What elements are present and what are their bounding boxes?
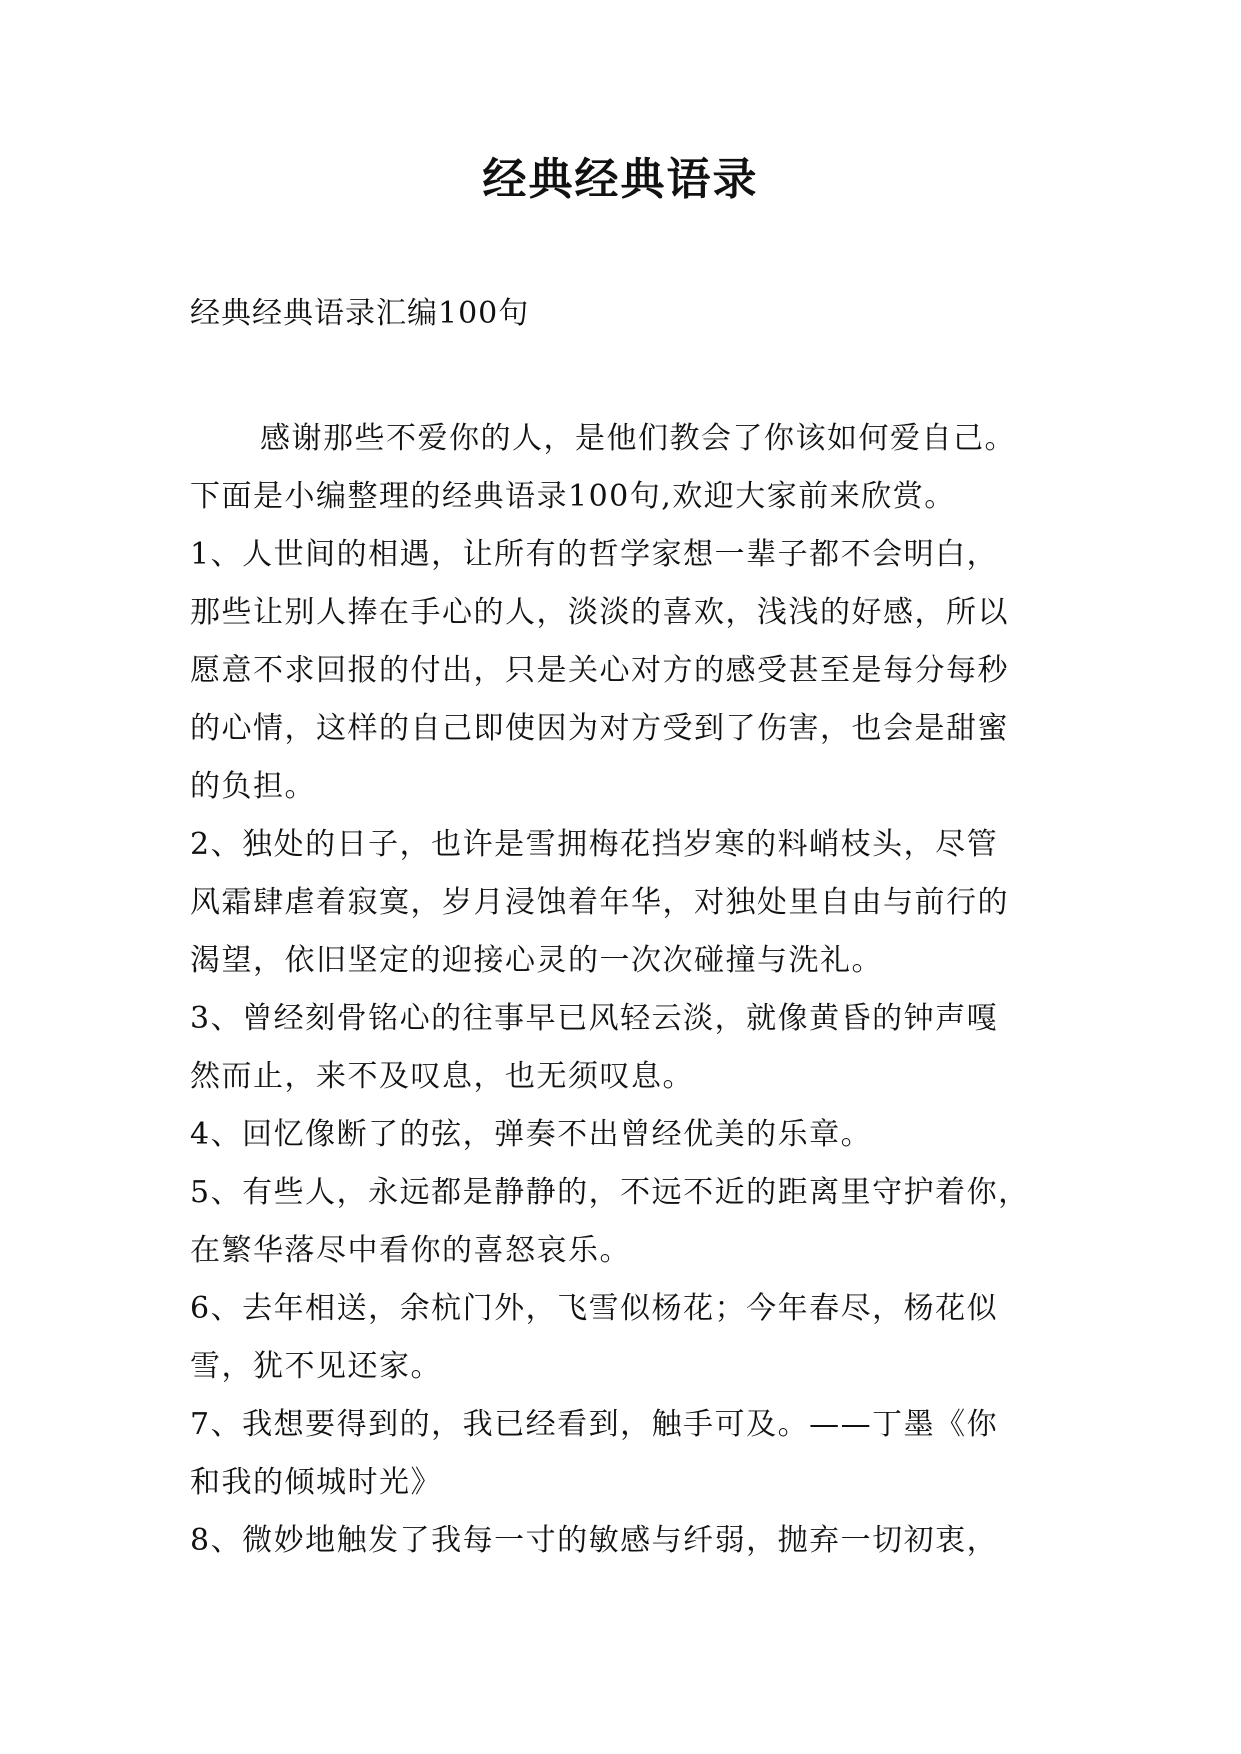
document-subtitle: 经典经典语录汇编100句 [190,296,530,331]
paragraph-line: 愿意不求回报的付出，只是关心对方的感受甚至是每分每秒 [190,653,1009,688]
paragraph-line: 的负担。 [190,769,316,804]
paragraph-line: 5、有些人，永远都是静静的，不远不近的距离里守护着你， [190,1175,1030,1210]
paragraph-line: 3、曾经刻骨铭心的往事早已风轻云淡，就像黄昏的钟声嘎 [190,1001,999,1036]
paragraph-line: 6、去年相送，余杭门外，飞雪似杨花；今年春尽，杨花似 [190,1291,999,1326]
paragraph-line: 在繁华落尽中看你的喜怒哀乐。 [190,1233,631,1268]
paragraph-line: 的心情，这样的自己即使因为对方受到了伤害，也会是甜蜜 [190,711,1009,746]
document-body [190,410,1070,1570]
document-title: 经典经典语录 [482,154,759,205]
paragraph-line: 感谢那些不爱你的人，是他们教会了你该如何爱自己。 [260,421,1016,456]
paragraph-line: 8、微妙地触发了我每一寸的敏感与纤弱，抛弃一切初衷， [190,1523,999,1558]
paragraph-line: 那些让别人捧在手心的人，淡淡的喜欢，浅浅的好感，所以 [190,595,1009,630]
paragraph-line: 下面是小编整理的经典语录100句,欢迎大家前来欣赏。 [190,479,956,514]
paragraph-line: 雪，犹不见还家。 [190,1349,442,1384]
paragraph-line: 1、人世间的相遇，让所有的哲学家想一辈子都不会明白， [190,537,999,572]
paragraph-line: 7、我想要得到的，我已经看到，触手可及。——丁墨《你 [190,1407,999,1442]
paragraph-line: 和我的倾城时光》 [190,1465,442,1500]
paragraph-line: 2、独处的日子，也许是雪拥梅花挡岁寒的料峭枝头，尽管 [190,827,999,862]
paragraph-line: 然而止，来不及叹息，也无须叹息。 [190,1059,694,1094]
paragraph-line: 风霜肆虐着寂寞，岁月浸蚀着年华，对独处里自由与前行的 [190,885,1009,920]
paragraph-line: 渴望，依旧坚定的迎接心灵的一次次碰撞与洗礼。 [190,943,883,978]
paragraph-line: 4、回忆像断了的弦，弹奏不出曾经优美的乐章。 [190,1117,873,1152]
